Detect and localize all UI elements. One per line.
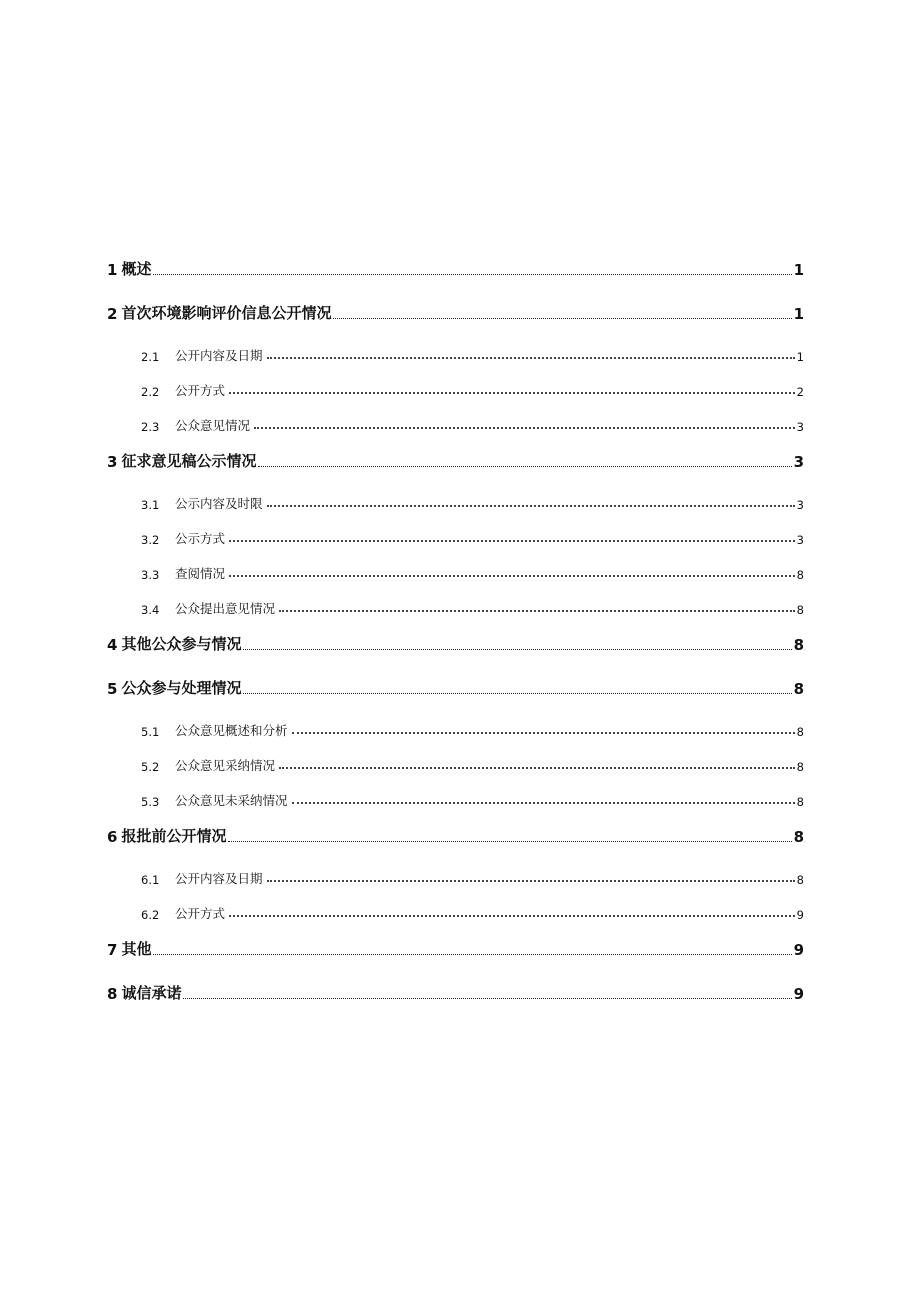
toc-entry-title: 公开方式 xyxy=(175,906,226,921)
toc-entry-title: 其他 xyxy=(121,940,152,958)
toc-entry-title: 公众意见采纳情况 xyxy=(175,758,276,773)
toc-entry-title: 征求意见稿公示情况 xyxy=(121,452,257,470)
toc-chapter-entry[interactable] xyxy=(107,449,804,471)
toc-section-entry[interactable] xyxy=(107,754,804,774)
toc-entry-number: 5.1 xyxy=(141,725,160,739)
toc-dot-leader xyxy=(292,732,795,734)
toc-dot-leader xyxy=(229,540,795,542)
toc-entry-title: 公开方式 xyxy=(175,383,226,398)
toc-entry-number: 6.2 xyxy=(141,908,160,922)
toc-chapter-entry[interactable] xyxy=(107,824,804,846)
table-of-contents xyxy=(107,257,804,1003)
toc-dot-leader xyxy=(228,841,791,842)
toc-entry-number: 3.2 xyxy=(141,533,160,547)
toc-section-entry[interactable] xyxy=(107,719,804,739)
toc-dot-leader xyxy=(229,575,795,577)
toc-chapter-entry[interactable] xyxy=(107,981,804,1003)
toc-section-entry[interactable] xyxy=(107,867,804,887)
toc-dot-leader xyxy=(279,767,795,769)
toc-dot-leader xyxy=(292,802,795,804)
toc-entry-number: 3.4 xyxy=(141,603,160,617)
toc-entry-title: 公众意见概述和分析 xyxy=(175,723,288,738)
toc-dot-leader xyxy=(258,466,791,467)
toc-dot-leader xyxy=(243,649,791,650)
toc-dot-leader xyxy=(267,505,795,507)
toc-dot-leader xyxy=(267,880,795,882)
toc-page-number: 8 xyxy=(793,636,804,654)
toc-entry-number: 3 xyxy=(107,453,118,471)
toc-dot-leader xyxy=(229,915,795,917)
toc-page-number: 3 xyxy=(793,453,804,471)
toc-page-number: 8 xyxy=(796,795,804,809)
toc-chapter-entry[interactable] xyxy=(107,301,804,323)
toc-entry-number: 5 xyxy=(107,680,118,698)
toc-dot-leader xyxy=(243,693,791,694)
toc-entry-title: 公众参与处理情况 xyxy=(121,679,242,697)
toc-chapter-entry[interactable] xyxy=(107,676,804,698)
toc-chapter-entry[interactable] xyxy=(107,632,804,654)
toc-page-number: 8 xyxy=(796,568,804,582)
toc-entry-number: 6.1 xyxy=(141,873,160,887)
toc-page-number: 2 xyxy=(796,385,804,399)
toc-page-number: 3 xyxy=(796,498,804,512)
toc-section-entry[interactable] xyxy=(107,527,804,547)
toc-dot-leader xyxy=(333,318,791,319)
toc-page-number: 8 xyxy=(796,603,804,617)
toc-chapter-entry[interactable] xyxy=(107,937,804,959)
toc-dot-leader xyxy=(183,998,791,999)
toc-entry-title: 公示方式 xyxy=(175,531,226,546)
toc-page-number: 3 xyxy=(796,420,804,434)
toc-page-number: 8 xyxy=(793,680,804,698)
toc-entry-title: 查阅情况 xyxy=(175,566,226,581)
toc-dot-leader xyxy=(153,954,791,955)
toc-page-number: 9 xyxy=(793,941,804,959)
toc-dot-leader xyxy=(254,427,795,429)
toc-section-entry[interactable] xyxy=(107,597,804,617)
toc-section-entry[interactable] xyxy=(107,492,804,512)
toc-entry-title: 首次环境影响评价信息公开情况 xyxy=(121,304,332,322)
toc-entry-number: 2 xyxy=(107,305,118,323)
toc-page-number: 1 xyxy=(796,350,804,364)
toc-entry-number: 2.2 xyxy=(141,385,160,399)
toc-page-number: 8 xyxy=(796,760,804,774)
toc-entry-number: 3.1 xyxy=(141,498,160,512)
toc-dot-leader xyxy=(267,357,795,359)
toc-entry-number: 4 xyxy=(107,636,118,654)
toc-section-entry[interactable] xyxy=(107,562,804,582)
toc-entry-number: 6 xyxy=(107,828,118,846)
toc-page-number: 1 xyxy=(793,305,804,323)
toc-entry-title: 公示内容及时限 xyxy=(175,496,263,511)
toc-entry-title: 概述 xyxy=(121,260,152,278)
toc-page-number: 1 xyxy=(793,261,804,279)
toc-section-entry[interactable] xyxy=(107,344,804,364)
toc-page-number: 3 xyxy=(796,533,804,547)
toc-dot-leader xyxy=(279,610,795,612)
toc-section-entry[interactable] xyxy=(107,414,804,434)
toc-page-number: 9 xyxy=(793,985,804,1003)
toc-entry-number: 1 xyxy=(107,261,118,279)
toc-page-number: 8 xyxy=(796,725,804,739)
toc-entry-title: 公众意见未采纳情况 xyxy=(175,793,288,808)
toc-dot-leader xyxy=(229,392,795,394)
toc-dot-leader xyxy=(153,274,791,275)
toc-entry-number: 2.1 xyxy=(141,350,160,364)
toc-entry-title: 其他公众参与情况 xyxy=(121,635,242,653)
toc-entry-title: 报批前公开情况 xyxy=(121,827,227,845)
toc-entry-number: 3.3 xyxy=(141,568,160,582)
toc-page-number: 9 xyxy=(796,908,804,922)
toc-page-number: 8 xyxy=(793,828,804,846)
toc-section-entry[interactable] xyxy=(107,379,804,399)
toc-entry-number: 5.3 xyxy=(141,795,160,809)
toc-entry-number: 7 xyxy=(107,941,118,959)
toc-entry-title: 诚信承诺 xyxy=(121,984,182,1002)
toc-section-entry[interactable] xyxy=(107,902,804,922)
toc-entry-number: 5.2 xyxy=(141,760,160,774)
toc-entry-title: 公开内容及日期 xyxy=(175,348,263,363)
toc-page-number: 8 xyxy=(796,873,804,887)
toc-entry-title: 公众提出意见情况 xyxy=(175,601,276,616)
toc-section-entry[interactable] xyxy=(107,789,804,809)
toc-chapter-entry[interactable] xyxy=(107,257,804,279)
toc-entry-number: 2.3 xyxy=(141,420,160,434)
toc-entry-title: 公众意见情况 xyxy=(175,418,251,433)
toc-entry-number: 8 xyxy=(107,985,118,1003)
toc-entry-title: 公开内容及日期 xyxy=(175,871,263,886)
